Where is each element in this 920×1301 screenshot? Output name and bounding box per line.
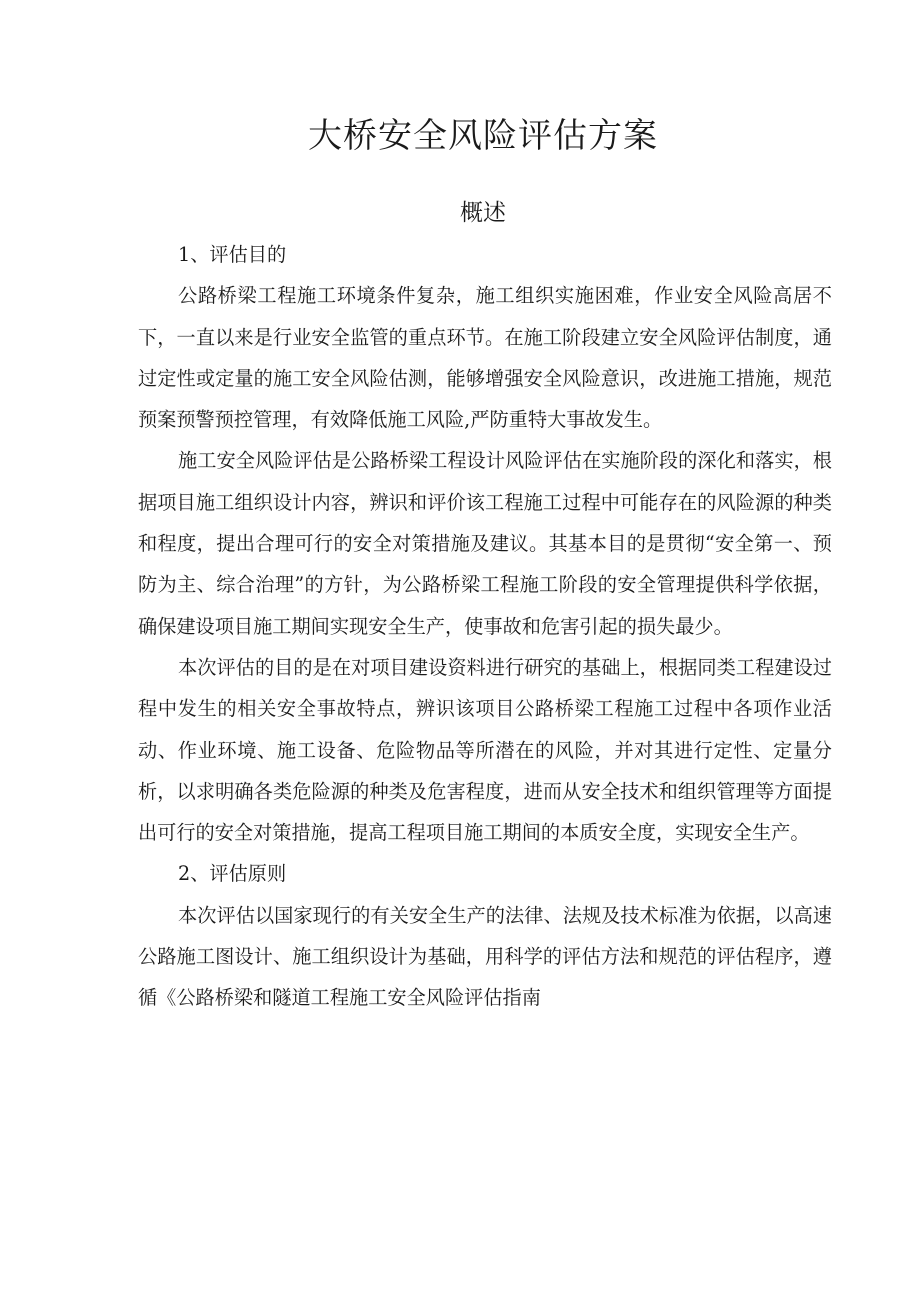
paragraph: 本次评估以国家现行的有关安全生产的法律、法规及技术标准为依据，以高速公路施工图设计、施工组织设计为基础，用科学的评估方法和规范的评估程序，遵循《公路桥梁和隧道工程施工安全风险评估指南 [138, 903, 832, 1010]
document-body [138, 234, 832, 1019]
heading-evaluation-principles: 2、评估原则 [178, 862, 287, 886]
paragraph: 本次评估的目的是在对项目建设资料进行研究的基础上，根据同类工程建设过程中发生的相关安全事故特点，辨识该项目公路桥梁工程施工过程中各项作业活动、作业环境、施工设备、危险物品等所潜在的风险，并对其进行定性、定量分析，以求明确各类危险源的种类及危害程度，进而从安全技术和组织管理等方面提出可行的安全对策措施，提高工程项目施工期间的本质安全度，实现安全生产。 [138, 655, 832, 845]
heading-evaluation-purpose: 1、评估目的 [178, 243, 287, 266]
paragraph: 施工安全风险评估是公路桥梁工程设计风险评估在实施阶段的深化和落实，根据项目施工组织设计内容，辨识和评价该工程施工过程中可能存在的风险源的种类和程度，提出合理可行的安全对策措施及建议。其基本目的是贯彻“安全第一、预防为主、综合治理”的方针，为公路桥梁工程施工阶段的安全管理提供科学依据，确保建设项目施工期间实现安全生产，使事故和危害引起的损失最少。 [138, 449, 832, 638]
paragraph: 公路桥梁工程施工环境条件复杂，施工组织实施困难，作业安全风险高居不下，一直以来是行业安全监管的重点环节。在施工阶段建立安全风险评估制度，通过定性或定量的施工安全风险估测，能够增强安全风险意识，改进施工措施，规范预案预警预控管理，有效降低施工风险,严防重特大事故发生。 [138, 284, 832, 432]
document-title: 大桥安全风险评估方案 [308, 116, 658, 156]
section-title: 概述 [460, 200, 506, 226]
